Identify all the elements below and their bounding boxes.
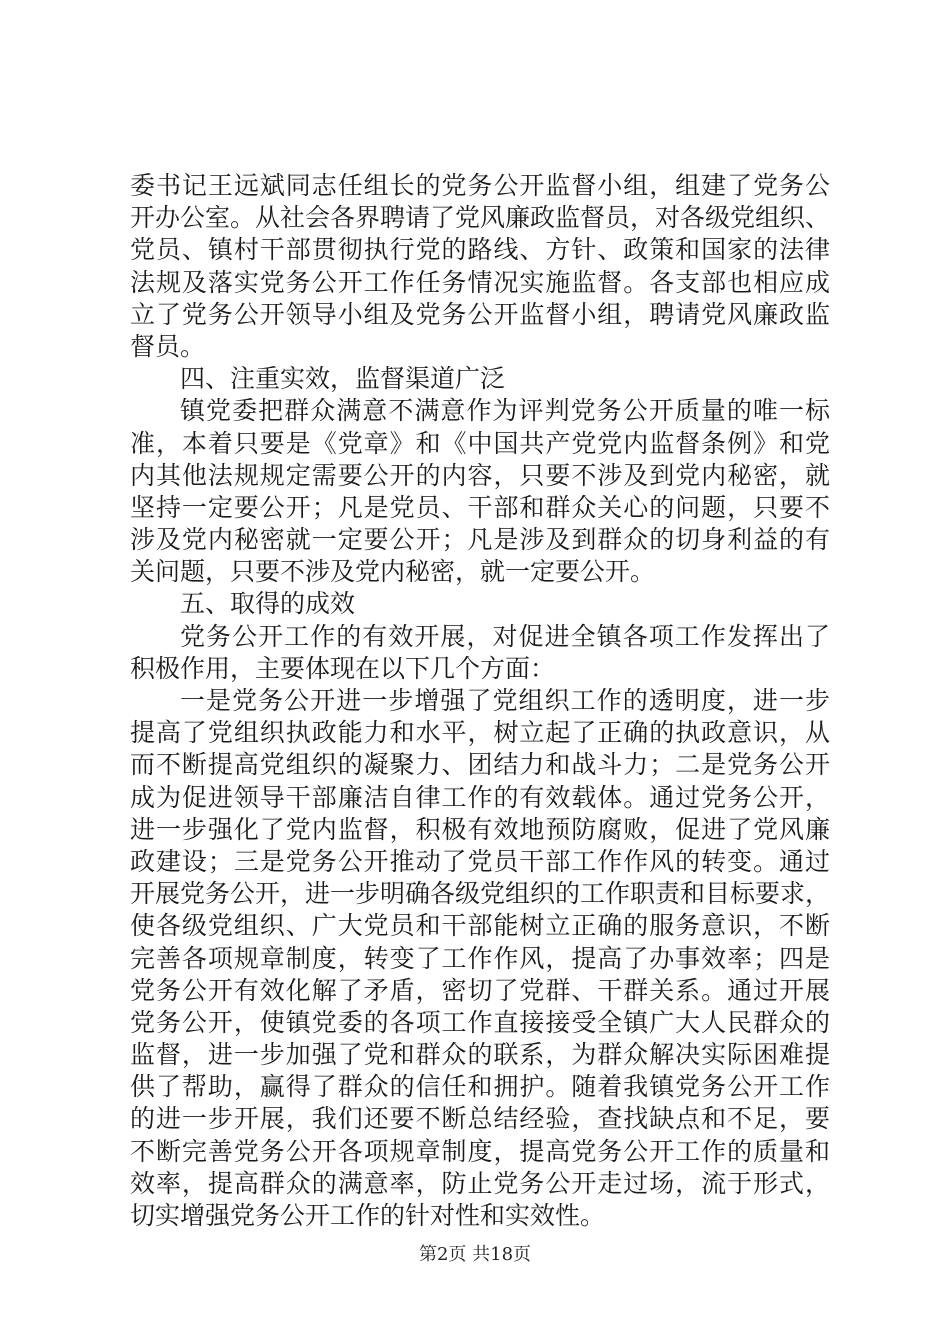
text-line: 供了帮助，赢得了群众的信任和拥护。随着我镇党务公开工作 [130, 1072, 830, 1102]
text-line: 一是党务公开进一步增强了党组织工作的透明度，进一步 [180, 686, 830, 715]
text-line: 政建设；三是党务公开推动了党员干部工作作风的转变。通过 [130, 846, 830, 876]
text-line: 法规及落实党务公开工作任务情况实施监督。各支部也相应成 [130, 267, 830, 297]
text-line: 督员。 [130, 331, 206, 361]
text-line: 监督，进一步加强了党和群众的联系，为群众解决实际困难提 [130, 1040, 830, 1070]
text-line: 党务公开，使镇党委的各项工作直接接受全镇广大人民群众的 [130, 1007, 830, 1037]
page-footer: 第2页 共18页 [418, 1244, 532, 1265]
text-line: 开办公室。从社会各界聘请了党风廉政监督员，对各级党组织、 [130, 203, 831, 233]
text-line: 涉及党内秘密就一定要公开；凡是涉及到群众的切身利益的有 [130, 525, 830, 555]
document-body [130, 170, 830, 1232]
text-line: 关问题，只要不涉及党内秘密，就一定要公开。 [130, 557, 656, 587]
text-line: 不断完善党务公开各项规章制度，提高党务公开工作的质量和 [130, 1136, 830, 1166]
text-line: 的进一步开展，我们还要不断总结经验，查找缺点和不足，要 [130, 1104, 830, 1134]
text-line: 镇党委把群众满意不满意作为评判党务公开质量的唯一标 [180, 396, 830, 426]
text-line: 准，本着只要是《党章》和《中国共产党党内监督条例》和党 [130, 428, 830, 458]
text-line: 成为促进领导干部廉洁自律工作的有效载体。通过党务公开， [130, 782, 830, 812]
text-line: 开展党务公开，进一步明确各级党组织的工作职责和目标要求， [130, 879, 831, 909]
text-line: 积极作用，主要体现在以下几个方面： [130, 653, 556, 683]
text-line: 进一步强化了党内监督，积极有效地预防腐败，促进了党风廉 [130, 814, 830, 844]
text-line: 提高了党组织执政能力和水平，树立起了正确的执政意识，从 [130, 718, 830, 748]
text-line: 坚持一定要公开；凡是党员、干部和群众关心的问题，只要不 [130, 492, 830, 522]
text-line: 委书记王远斌同志任组长的党务公开监督小组，组建了党务公 [130, 171, 830, 200]
text-line: 党务公开工作的有效开展，对促进全镇各项工作发挥出了 [180, 621, 830, 651]
text-line: 党务公开有效化解了矛盾，密切了党群、干群关系。通过开展 [130, 975, 830, 1005]
text-line: 切实增强党务公开工作的针对性和实效性。 [130, 1201, 606, 1230]
text-line: 立了党务公开领导小组及党务公开监督小组，聘请党风廉政监 [130, 299, 830, 329]
section-heading: 五、取得的成效 [180, 589, 356, 619]
section-heading: 四、注重实效，监督渠道广泛 [180, 364, 506, 394]
text-line: 效率，提高群众的满意率，防止党务公开走过场，流于形式， [130, 1168, 830, 1198]
text-line: 完善各项规章制度，转变了工作作风，提高了办事效率；四是 [130, 943, 830, 973]
text-line: 而不断提高党组织的凝聚力、团结力和战斗力；二是党务公开 [130, 750, 830, 780]
text-line: 内其他法规规定需要公开的内容，只要不涉及到党内秘密，就 [130, 460, 830, 490]
text-line: 党员、镇村干部贯彻执行党的路线、方针、政策和国家的法律 [130, 235, 830, 265]
text-line: 使各级党组织、广大党员和干部能树立正确的服务意识，不断 [130, 911, 830, 941]
